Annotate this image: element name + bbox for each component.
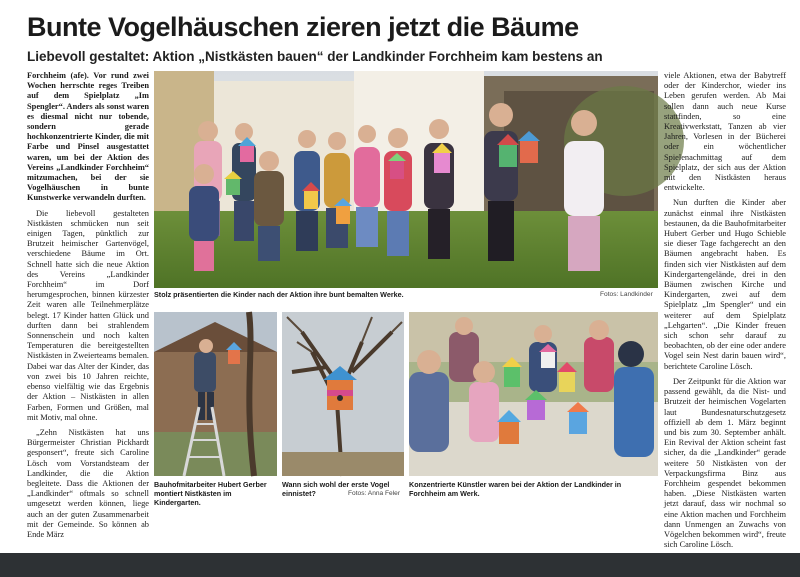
worker-photo: [154, 312, 277, 476]
worker-ladder-image: [154, 312, 277, 476]
article-paragraph: viele Aktionen, etwa der Babytreff oder der Kinderchor, wieder ins Leben gerufen werden. Ab Mai sollen dann auch neue Kurse stattfinden, so eine Kreativwerkstatt, Tanzen ab vier Jahren, Vorlesen in der Bücherei oder ein wöchentlicher Spielenachmittag auf dem Spielplatz, der sich aus der Aktion mit den Nistkästen heraus entwickelte.: [664, 71, 786, 193]
article-column-1: [27, 71, 149, 539]
article-paragraph: Nun durften die Kinder aber zunächst einmal ihre Nistkästen bestaunen, da die Bauhofmitarbeiter Hubert Gerber und Hugo Schieble sie dieser Tage fachgerecht an den Bäumen angebracht haben. Es finden sich vier Nistkästen auf dem Kindergartengelände, drei in den Bäumen zwischen Kirche und Kindergarten, zwei auf dem Spielplatz „Im Spengler“ und ein weiterer auf dem Spielplatz „Lehgarten“. „Die Kinder freuen sich schon sehr darauf zu beobachten, ob der eine oder andere Vogel sein Nest darin bauen wird“, berichtete Caroline Lösch.: [664, 198, 786, 371]
article-paragraph: Die liebevoll gestalteten Nistkästen schmücken nun seit einigen Tagen, pünktlich zur Brutzeit heimischer Gartenvögel, verschiedene Bäume im Ort. Schnell hatte sich die neue Aktion des Vereins „Landkinder Forchheim“ im Dorf herumgesprochen, binnen kürzester Zeit waren alle Teilnehmerplätze belegt. 17 Kinder hatten Glück und durften dann bei strahlendem Sonnenschein und noch kalten Temperaturen die bereitgestellten Nistkästen in Zweierteams bemalen. Dabei war das Alter der Kinder, das von zwei bis 10 Jahren reichte, ebenso vielfältig wie das Ergebnis der Aktion – Nistkästen in allen Farben, Formen und Größen, mal mit Motiv, mal ohne.: [27, 208, 149, 422]
article-column-4: [664, 71, 786, 550]
article-headline: Bunte Vogelhäuschen zieren jetzt die Bäume: [27, 12, 579, 42]
article-subhead: Liebevoll gestaltet: Aktion „Nistkästen bauen“ der Landkinder Forchheim kam bestens an: [27, 49, 603, 64]
footer-bar: [0, 553, 800, 577]
tree-photo-credit: Fotos: Anna Feler: [348, 490, 401, 497]
article-paragraph: Der Zeitpunkt für die Aktion war passend gewählt, da die Nist- und Brutzeit der heimischen Vogelarten laut Bundesnaturschutzgesetz offiziell ab dem 1. März beginnt und bis zum 30. September anhält. Ein Revival der Aktion scheint fast sicher, da die „Landkinder“ gerade weitere 50 Nistkästen von der Verpackungsfirma Binz aus Forchheim gespendet bekommen haben. „Diese Nistkästen warten jetzt darauf, dass wir nochmal so eine Aktion machen und Forchheim dann Unmengen an Zuwachs von Vögelchen bekommen wird“, freute sich Caroline Lösch.: [664, 376, 786, 550]
worker-photo-caption: Bauhofmitarbeiter Hubert Gerber montiert Nistkästen im Kindergarten.: [154, 480, 267, 507]
tree-birdhouse-image: [282, 312, 404, 476]
tree-birdhouse-photo: [282, 312, 404, 476]
artists-photo: [409, 312, 658, 476]
children-with-birdhouses-image: [154, 71, 658, 288]
article-paragraph: „Zehn Nistkästen hat uns Bürgermeister Christian Pickhardt gesponsert“, freute sich Caroline Lösch vom Vorstandsteam der Landkinder, die die Aktion begleitete. Dass die Aktionen der „Landkinder“ oftmals so schnell umgesetzt werden können, liege auch an der guten Zusammenarbeit mit der Gemeinde. So können ab Ende März: [27, 427, 149, 539]
tree-photo-caption: Wann sich wohl der erste Vogel einnistet?: [282, 480, 390, 498]
main-group-photo: [154, 71, 658, 288]
children-painting-image: [409, 312, 658, 476]
main-photo-credit: Fotos: Landkinder: [600, 291, 653, 298]
main-photo-caption: Stolz präsentierten die Kinder nach der Aktion ihre bunt bemalten Werke.: [154, 290, 404, 299]
article-lead-paragraph: Forchheim (afe). Vor rund zwei Wochen herrschte reges Treiben auf dem Spielplatz „Im Spengler“. Anders als sonst waren es diesmal nicht nur tobende, sondern gerade hochkonzentrierte Kinder, die mit Farbe und Pinsel ausgestattet waren, um bei der Aktion des Vereins „Landkinder Forchheim“ mitzumachen, bei der sie Vogelhäuschen in bunte Kunstwerke verwandeln durften.: [27, 71, 149, 203]
artists-photo-caption: Konzentrierte Künstler waren bei der Aktion der Landkinder in Forchheim am Werk.: [409, 480, 622, 498]
